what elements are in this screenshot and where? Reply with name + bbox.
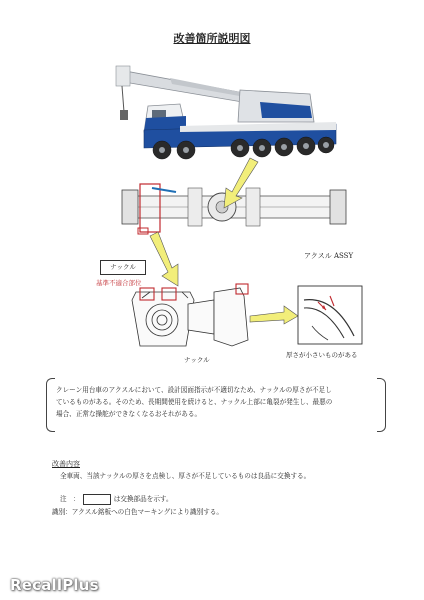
- replacement-note: [60, 493, 173, 505]
- replacement-part-frame-icon: [83, 494, 111, 505]
- description-line: ているものがある。そのため、長期間使用を続けると、ナックル上部に亀裂が発生し、最悪の: [56, 398, 333, 406]
- improvement-heading: 改善内容: [52, 460, 80, 468]
- knuckle-label: ナックル: [184, 356, 210, 364]
- note-prefix: 注 ：: [60, 495, 80, 503]
- identification-note: 識別：アクスル銘板への白色マーキングにより識別する。: [52, 508, 223, 516]
- description-text: [56, 384, 378, 420]
- improvement-body: 全車両、当該ナックルの厚さを点検し、厚さが不足しているものは良品に交換する。: [60, 472, 311, 480]
- page-title: 改善箇所説明図: [173, 32, 251, 45]
- thin-part-label: 厚さが小さいものがある: [286, 351, 358, 359]
- description-line: 場合、正常な操舵ができなくなるおそれがある。: [56, 410, 202, 418]
- substandard-part-label: 基準不適合部位: [96, 279, 142, 287]
- recallplus-watermark-logo: RecallPlus: [10, 576, 99, 594]
- axle-assy-label: アクスル ASSY: [304, 252, 354, 260]
- note-suffix: は交換部品を示す。: [113, 495, 173, 503]
- knuckle-callout-label: ナックル: [100, 260, 146, 275]
- description-line: クレーン用台車のアクスルにおいて、設計図面指示が不適切なため、ナックルの厚さが不足し: [56, 386, 332, 394]
